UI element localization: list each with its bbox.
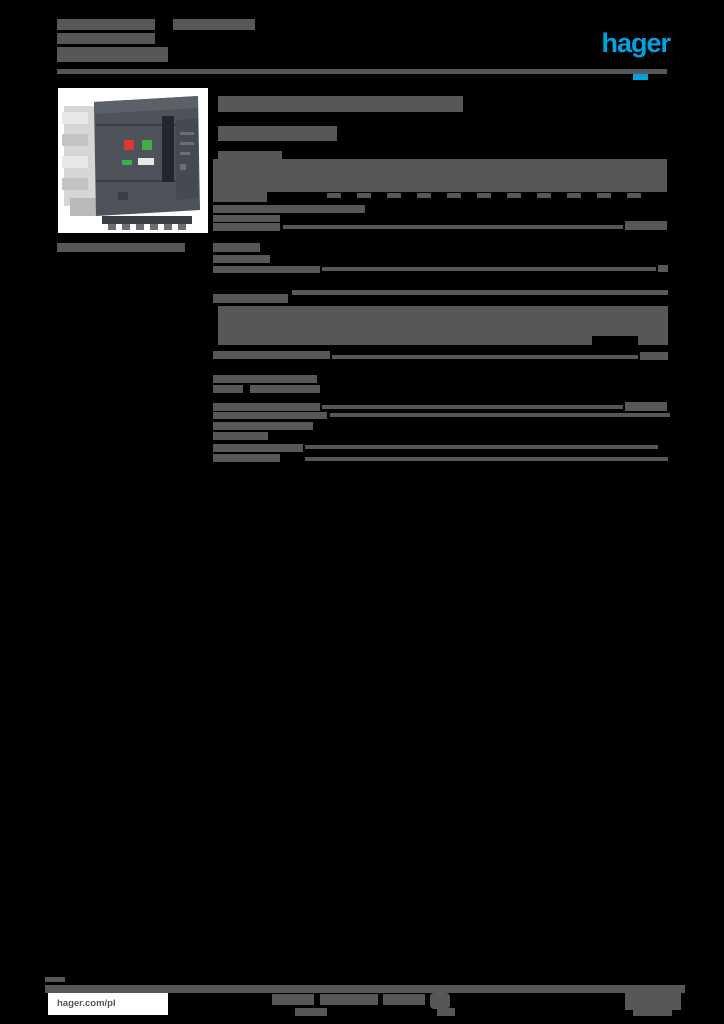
spec-row-value: [658, 265, 668, 272]
band-tick: [507, 193, 521, 198]
spec-row-label: [213, 403, 320, 411]
page-subtitle-block: [218, 126, 337, 141]
spec-leader-line: [305, 457, 668, 461]
footer-contact-block: [383, 994, 425, 1005]
header-line-3: [57, 47, 168, 62]
spec-row-value: [640, 352, 668, 360]
spec-paragraph: [638, 336, 668, 345]
spec-row-label: [213, 294, 288, 303]
spec-leader-line: [322, 405, 623, 409]
logo-descender: [633, 74, 648, 80]
band-tick: [627, 193, 641, 198]
band-tick: [567, 193, 581, 198]
header-rule: [57, 69, 667, 74]
product-caption: [57, 243, 185, 252]
header-line-2: [57, 33, 155, 44]
footer-page-badge: [625, 993, 681, 1010]
spec-row-label: [213, 385, 243, 393]
footer-contact-block: [272, 994, 314, 1005]
spec-row-value: [625, 221, 667, 230]
header-line-1a: [57, 19, 155, 30]
circuit-breaker-image: [58, 88, 208, 233]
spec-row-label: [213, 205, 365, 213]
spec-row-label: [213, 255, 270, 263]
spec-row-label: [213, 215, 280, 222]
section-label-block: [218, 151, 282, 159]
spec-row-label: [213, 243, 260, 252]
hager-logo: [594, 26, 670, 60]
spec-row-label: [213, 412, 327, 419]
spec-leader-line: [292, 290, 668, 295]
spec-row-label: [213, 422, 313, 430]
footer-rule: [45, 985, 685, 993]
product-image-frame: [58, 88, 208, 233]
spec-row-label: [213, 351, 330, 359]
band-tick: [447, 193, 461, 198]
footer-contact-block: [295, 1008, 327, 1016]
footer-site-box: [48, 992, 168, 1015]
band-tick: [327, 193, 341, 198]
spec-paragraph: [218, 336, 592, 345]
footer-contact-block: [437, 1008, 455, 1016]
spec-leader-line: [332, 355, 638, 359]
footer-contact-glyph: [430, 993, 450, 1009]
footer-contact-block: [320, 994, 378, 1005]
band-tick: [357, 193, 371, 198]
band-tick: [477, 193, 491, 198]
footer-mini-label: [45, 977, 65, 982]
spec-row-value: [625, 402, 667, 411]
footer-page-badge-sub: [633, 1010, 672, 1016]
band-tick: [537, 193, 551, 198]
spec-row-label: [213, 444, 303, 452]
spec-leader-line: [305, 445, 658, 449]
spec-row-label: [250, 385, 320, 393]
header-line-1b: [173, 19, 255, 30]
spec-leader-line: [283, 225, 623, 229]
reference-band-left-tail: [213, 192, 267, 202]
band-tick: [597, 193, 611, 198]
band-tick: [417, 193, 431, 198]
spec-row-label: [213, 454, 280, 462]
spec-row-label: [213, 375, 317, 383]
spec-leader-line: [322, 267, 656, 271]
spec-row-label: [213, 432, 268, 440]
spec-row-label: [213, 266, 320, 273]
hager-logo-text: hager: [601, 27, 670, 58]
band-tick: [387, 193, 401, 198]
spec-paragraph: [218, 306, 668, 336]
reference-band: [213, 159, 667, 192]
footer-site-link[interactable]: hager.com/pl: [57, 998, 116, 1009]
spec-leader-line: [330, 413, 670, 417]
page-title-block: [218, 96, 463, 112]
spec-row-label: [213, 223, 280, 231]
